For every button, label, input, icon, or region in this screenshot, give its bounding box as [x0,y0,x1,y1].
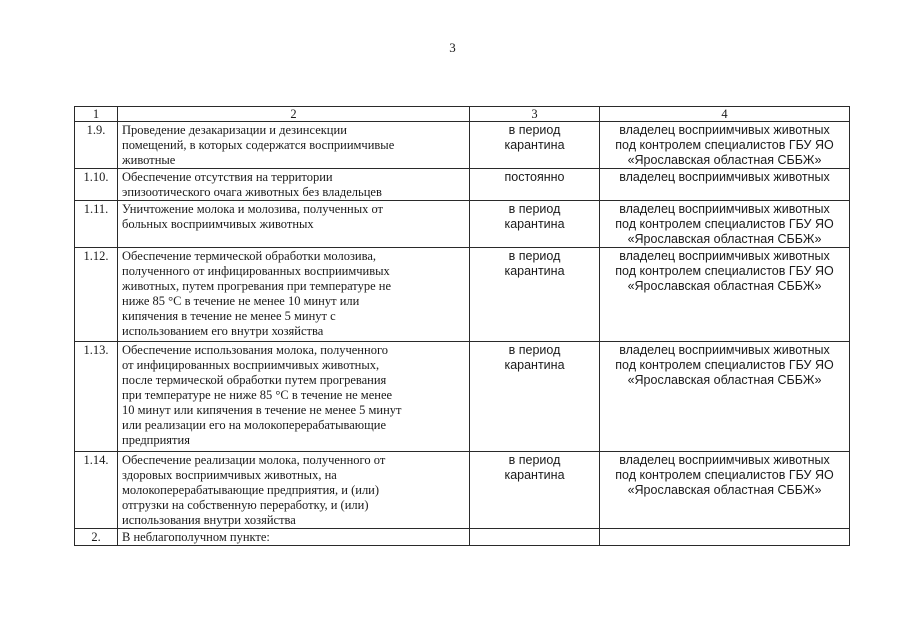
measure-text-line: Обеспечение использования молока, полученного [122,343,389,357]
row-number: 1.14. [83,453,109,467]
measure-text-line: Проведение дезакаризации и дезинсекции [122,123,347,137]
responsible-text-line: владелец восприимчивых животных [619,202,830,216]
measure-text-line: В неблагополучном пункте: [122,530,270,544]
table-row [75,122,850,169]
cell-measure-text [118,201,470,248]
measure-text-line: Обеспечение отсутствия на территории [122,170,333,184]
cell-row-number [75,201,118,248]
cell-period-text [470,169,600,201]
measure-text-line: предприятия [122,433,190,447]
responsible-text-line: под контролем специалистов ГБУ ЯО [615,264,834,278]
cell-responsible-text [600,248,850,342]
measure-text-line: Обеспечение термической обработки молозива, [122,249,377,263]
measure-text-line: здоровых восприимчивых животных, на [122,468,337,482]
row-number: 1.13. [83,343,109,357]
measures-table [74,106,850,546]
period-text-line: в период [508,123,561,137]
cell-measure-text [118,342,470,452]
responsible-text-line: владелец восприимчивых животных [619,453,830,467]
table-row [75,201,850,248]
cell-period-text [470,452,600,529]
cell-measure-text [118,529,470,546]
measure-text-line: молокоперерабатывающие предприятия, и (или) [122,483,380,497]
period-text-line: карантина [504,358,565,372]
measure-text-line: животные [122,153,176,167]
period-text-line: в период [508,453,561,467]
period-text-line: карантина [504,138,565,152]
period-text-line: в период [508,202,561,216]
responsible-text-line: владелец восприимчивых животных [619,343,830,357]
responsible-text-line: под контролем специалистов ГБУ ЯО [615,468,834,482]
measure-text-line: Обеспечение реализации молока, полученного от [122,453,386,467]
cell-period-text [470,248,600,342]
period-text-line: карантина [504,217,565,231]
row-number: 1.12. [83,249,109,263]
cell-period-text [470,529,600,546]
period-text-line: постоянно [504,170,565,184]
cell-row-number [75,529,118,546]
measure-text-line: животных, путем прогревания при температуре не [122,279,392,293]
cell-row-number [75,452,118,529]
measure-text-line: использования внутри хозяйства [122,513,296,527]
measure-text-line: использованием его внутри хозяйства [122,324,324,338]
measure-text-line: от инфицированных восприимчивых животных, [122,358,380,372]
responsible-text-line: под контролем специалистов ГБУ ЯО [615,217,834,231]
period-text-line: карантина [504,264,565,278]
table-row [75,248,850,342]
measure-text-line: ниже 85 °С в течение не менее 10 минут или [122,294,360,308]
cell-row-number [75,169,118,201]
cell-period-text [470,201,600,248]
measure-text-line: эпизоотического очага животных без владельцев [122,185,382,199]
period-text-line: в период [508,249,561,263]
row-number: 1.10. [83,170,109,184]
responsible-text-line: «Ярославская областная СББЖ» [627,279,822,293]
cell-responsible-text [600,529,850,546]
responsible-text-line: «Ярославская областная СББЖ» [627,232,822,246]
responsible-text-line: «Ярославская областная СББЖ» [627,153,822,167]
measure-text-line: 10 минут или кипячения в течение не менее 5 минут [122,403,402,417]
cell-row-number [75,122,118,169]
cell-responsible-text [600,201,850,248]
header-col-2: 2 [118,107,470,122]
row-number: 2. [91,530,101,544]
responsible-text-line: владелец восприимчивых животных [619,249,830,263]
measure-text-line: при температуре не ниже 85 °С в течение не менее [122,388,393,402]
responsible-text-line: владелец восприимчивых животных [619,170,830,184]
measure-text-line: помещений, в которых содержатся восприимчивые [122,138,395,152]
responsible-text-line: под контролем специалистов ГБУ ЯО [615,138,834,152]
cell-responsible-text [600,169,850,201]
page-number: 3 [449,40,456,55]
table-header-row [75,107,850,122]
table-row [75,452,850,529]
row-number: 1.11. [83,202,109,216]
measure-text-line: после термической обработки путем прогревания [122,373,387,387]
cell-measure-text [118,169,470,201]
responsible-text-line: владелец восприимчивых животных [619,123,830,137]
measure-text-line: отгрузки на собственную переработку, и (или) [122,498,369,512]
measure-text-line: или реализации его на молокоперерабатывающие [122,418,386,432]
cell-row-number [75,248,118,342]
cell-measure-text [118,452,470,529]
cell-responsible-text [600,452,850,529]
header-col-4: 4 [600,107,850,122]
responsible-text-line: под контролем специалистов ГБУ ЯО [615,358,834,372]
cell-measure-text [118,248,470,342]
header-col-3: 3 [470,107,600,122]
cell-period-text [470,122,600,169]
cell-row-number [75,342,118,452]
row-number: 1.9. [86,123,106,137]
period-text-line: в период [508,343,561,357]
measure-text-line: Уничтожение молока и молозива, полученных от [122,202,384,216]
responsible-text-line: «Ярославская областная СББЖ» [627,373,822,387]
measure-text-line: больных восприимчивых животных [122,217,314,231]
cell-measure-text [118,122,470,169]
measure-text-line: кипячения в течение не менее 5 минут с [122,309,336,323]
measure-text-line: полученного от инфицированных восприимчивых [122,264,390,278]
period-text-line: карантина [504,468,565,482]
cell-responsible-text [600,122,850,169]
table-row [75,169,850,201]
header-col-1: 1 [75,107,118,122]
table-row [75,529,850,546]
cell-period-text [470,342,600,452]
table-row [75,342,850,452]
responsible-text-line: «Ярославская областная СББЖ» [627,483,822,497]
cell-responsible-text [600,342,850,452]
